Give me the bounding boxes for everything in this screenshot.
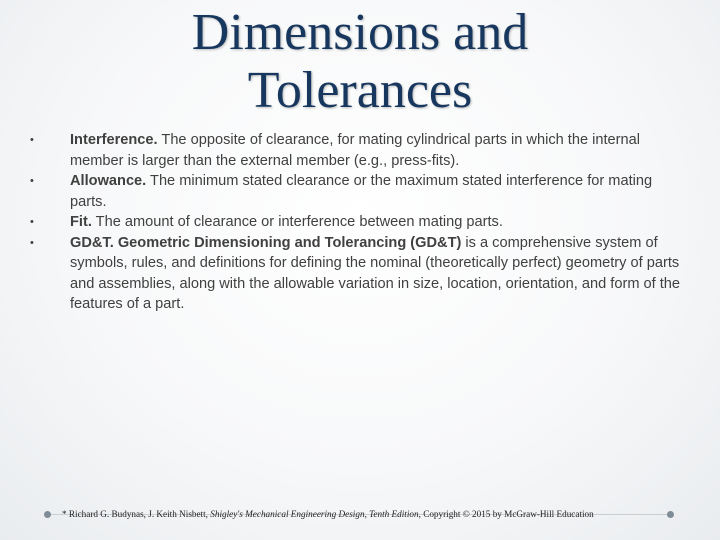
bullet-item-fit (30, 212, 690, 233)
slide-title-line-2: Tolerances (247, 62, 473, 119)
citation-edition: , Tenth Edition (364, 509, 419, 519)
bullet-icon: • (30, 216, 34, 228)
citation-authors: * Richard G. Budynas, J. Keith Nisbett, (62, 509, 211, 519)
bullet-term: Interference. (70, 132, 158, 148)
slide-title (0, 4, 720, 120)
footer-citation (62, 509, 594, 519)
bullet-item-gdt (30, 233, 690, 315)
bullet-item-allowance (30, 171, 690, 212)
footer-dot-right-icon (667, 511, 674, 518)
footer-dot-left-icon (44, 511, 51, 518)
bullet-icon: • (30, 175, 34, 187)
bullet-text: The amount of clearance or interference between mating parts. (91, 214, 503, 230)
bullet-list (30, 130, 690, 315)
bullet-text: The minimum stated clearance or the maximum stated interference for mating parts. (70, 173, 653, 210)
bullet-icon: • (30, 236, 34, 249)
bullet-term: Allowance. (70, 173, 147, 189)
bullet-item-interference (30, 130, 690, 171)
bullet-text: The opposite of clearance, for mating cylindrical parts in which the internal member is larger than the external member (e.g., press-fits). (70, 132, 640, 169)
bullet-icon: • (30, 134, 34, 146)
citation-book-title: Shigley's Mechanical Engineering Design (210, 509, 365, 519)
bullet-text: is a comprehensive system of symbols, rules, and definitions for defining the nominal (theoretically perfect) geometry of parts and assemblies, along with the allowable variation in size, location, orientation, and form of the features of a part. (70, 234, 681, 312)
bullet-term: GD&T. Geometric Dimensioning and Tolerancing (GD&T) (70, 234, 462, 251)
slide-title-line-1: Dimensions and (191, 4, 529, 61)
bullet-term: Fit. (70, 214, 92, 230)
citation-copyright: , Copyright © 2015 by McGraw-Hill Education (418, 509, 594, 519)
